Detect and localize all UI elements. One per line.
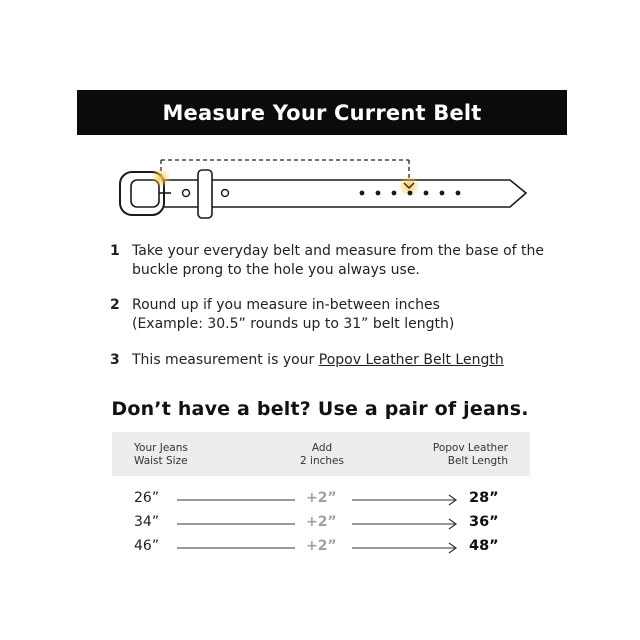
step-text-line: (Example: 30.5” rounds up to 31” belt length) xyxy=(132,316,455,332)
belt-keeper xyxy=(198,170,212,218)
header-banner xyxy=(77,90,567,135)
add-amount: +2” xyxy=(306,490,337,506)
header-add-line: 2 inches xyxy=(300,455,344,467)
header-waist xyxy=(134,442,188,468)
prong-glow xyxy=(151,168,171,188)
step-text-line: Take your everyday belt and measure from the base of the xyxy=(132,243,544,259)
header-result xyxy=(433,442,508,468)
conversion-table-header xyxy=(112,432,530,476)
step-1 xyxy=(110,242,544,280)
step-3 xyxy=(110,351,504,370)
header-result-line: Belt Length xyxy=(447,455,508,467)
step-number: 2 xyxy=(110,297,120,313)
belt-illustration xyxy=(100,150,540,230)
header-waist-line: Your Jeans xyxy=(134,442,188,454)
belt-length: 48” xyxy=(469,538,499,554)
waist-size: 34” xyxy=(134,514,160,530)
table-row xyxy=(0,514,640,534)
header-waist-line: Waist Size xyxy=(134,455,188,467)
table-row xyxy=(0,538,640,558)
page-title: Measure Your Current Belt xyxy=(162,100,482,125)
waist-size: 46” xyxy=(134,538,160,554)
step-number: 3 xyxy=(110,352,120,368)
table-row xyxy=(0,490,640,510)
waist-size: 26” xyxy=(134,490,160,506)
add-amount: +2” xyxy=(306,514,337,530)
header-add-line: Add xyxy=(311,442,333,454)
step-text-line: Round up if you measure in-between inches xyxy=(132,297,440,313)
add-amount: +2” xyxy=(306,538,337,554)
jeans-section-title: Don’t have a belt? Use a pair of jeans. xyxy=(111,398,529,420)
belt-strap xyxy=(162,180,526,207)
step-number: 1 xyxy=(110,243,120,259)
header-result-line: Popov Leather xyxy=(432,442,508,454)
step-2 xyxy=(110,296,454,334)
belt-length: 28” xyxy=(469,490,499,506)
step-text-line: buckle prong to the hole you always use. xyxy=(132,262,420,278)
belt-length: 36” xyxy=(469,514,499,530)
header-add xyxy=(292,442,352,468)
belt-length-link[interactable]: Popov Leather Belt Length xyxy=(318,352,504,368)
step-text: This measurement is your xyxy=(132,352,319,368)
